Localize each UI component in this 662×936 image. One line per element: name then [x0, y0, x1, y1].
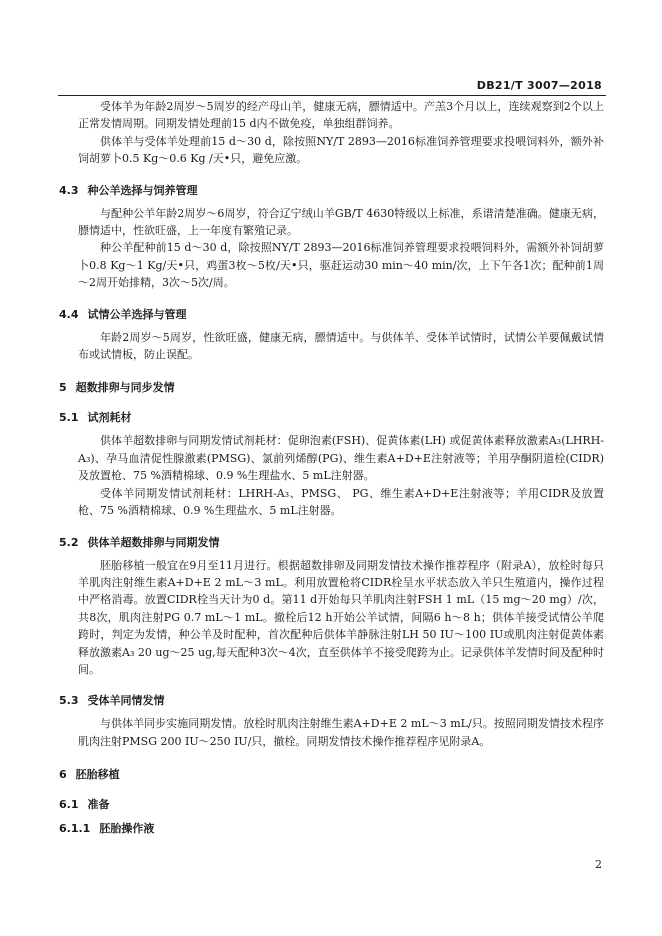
- section-title: 试剂耗材: [87, 411, 132, 425]
- section-title: 种公羊选择与饲养管理: [87, 183, 198, 197]
- header-rule: [58, 95, 606, 96]
- paragraph-recipient-selection: 受体羊为年龄2周岁～5周岁的经产母山羊，健康无病，膘情适中。产羔3个月以上，连续观察到2个以上正常发情周期。同期发情处理前15 d内不做免疫，单独组群饲养。: [78, 100, 604, 131]
- document-code: DB21/T 3007—2018: [476, 79, 602, 92]
- paragraph-donor-recipient-feeding: 供体羊与受体羊处理前15 d～30 d，除按照NY/T 2893—2016标准饲养管理要求投喂饲料外，额外补饲胡萝卜0.5 Kg～0.6 Kg /天•只，避免应激。: [78, 134, 604, 166]
- paragraph-superovulation-procedure: 胚胎移植一般宜在9月至11月进行。根据超数排卵及同期发情技术操作推荐程序（附录A），放栓时每只羊肌肉注射维生素A+D+E 2 mL～3 mL。利用放置枪将CIDR栓呈水平状态放入羊只生殖道内，操作过程中严格消毒。放置CIDR栓当天计为0 d。第11 d开始每只羊肌肉注射FSH 1 mL（15 mg～20 mg）/次，共8次，肌肉注射PG 0.7 mL～1 mL。撤栓后12 h开始公羊试情，间隔6 h～8 h；供体羊接受试情公羊爬跨时，判定为发情，种公羊及时配种，首次配种后供体羊静脉注射LH 50 IU～100 IU或肌肉注射促黄体素释放激素A₃ 20 ug～25 ug,每天配种3次～4次，直至供体羊不接受爬跨为止。记录供体羊发情时间及配种时间。: [78, 558, 604, 676]
- section-title: 超数排卵与同步发情: [75, 381, 175, 395]
- section-heading-6: [59, 766, 604, 782]
- paragraph-ram-feeding: 种公羊配种前15 d～30 d，除按照NY/T 2893—2016标准饲养管理要求投喂饲料外，需额外补饲胡萝卜0.8 Kg～1 Kg/天•只，鸡蛋3枚～5枚/天•只，驱赶运动30 min～40 min/次，上下午各1次；配种前1周～2周开始排精，3次～5次/周。: [78, 241, 604, 290]
- section-title: 供体羊超数排卵与同期发情: [87, 535, 220, 549]
- paragraph-ram-selection: 与配种公羊年龄2周岁～6周岁，符合辽宁绒山羊GB/T 4630特级以上标准，系谱清楚准确。健康无病，膘情适中，性欲旺盛，上一年度有繁殖记录。: [78, 206, 604, 238]
- section-number: 4.3: [59, 183, 79, 197]
- page-number: 2: [595, 858, 602, 871]
- section-number: 5.3: [59, 694, 79, 708]
- paragraph-donor-reagents: 供体羊超数排卵与同期发情试剂耗材：促卵泡素(FSH)、促黄体素(LH) 或促黄体素释放激素A₃(LHRH-A₃)、孕马血清促性腺激素(PMSG)、氯前列烯醇(PG)、维生素A+D+E注射液等；羊用孕酮阴道栓(CIDR)及放置枪、75 %酒精棉球、0.9 %生理盐水、5 mL注射器。: [78, 434, 604, 483]
- section-title: 准备: [87, 798, 110, 812]
- page-content: [59, 98, 604, 836]
- section-number: 6.1.1: [59, 822, 91, 836]
- section-heading-5-1: [59, 409, 604, 425]
- section-heading-4-3: [59, 182, 604, 198]
- section-number: 5: [59, 381, 67, 395]
- section-number: 5.1: [59, 411, 79, 425]
- section-title: 胚胎移植: [75, 768, 120, 782]
- section-heading-6-1: [59, 796, 604, 812]
- paragraph-recipient-reagents: 受体羊同期发情试剂耗材：LHRH-A₃、PMSG、 PG、维生素A+D+E注射液等；羊用CIDR及放置枪、75 %酒精棉球、0.9 %生理盐水、5 mL注射器。: [78, 486, 604, 518]
- section-number: 6: [59, 768, 67, 782]
- section-heading-5-3: [59, 692, 604, 708]
- section-title: 试情公羊选择与管理: [87, 307, 187, 321]
- section-heading-6-1-1: [59, 820, 604, 836]
- section-number: 4.4: [59, 307, 79, 321]
- section-title: 胚胎操作液: [99, 822, 155, 836]
- paragraph-recipient-synchronization: 与供体羊同步实施同期发情。放栓时肌肉注射维生素A+D+E 2 mL～3 mL/只。按照同期发情技术程序肌肉注射PMSG 200 IU～250 IU/只，撤栓。同期发情技术操作推荐程序见附录A。: [78, 717, 604, 748]
- section-number: 6.1: [59, 798, 79, 812]
- section-heading-5-2: [59, 534, 604, 550]
- section-heading-4-4: [59, 306, 604, 322]
- section-number: 5.2: [59, 535, 79, 549]
- section-title: 受体羊同情发情: [87, 694, 165, 708]
- section-heading-5: [59, 379, 604, 395]
- paragraph-teaser-ram: 年龄2周岁～5周岁，性欲旺盛，健康无病，膘情适中。与供体羊、受体羊试情时，试情公羊要佩戴试情布或试情板，防止误配。: [78, 330, 604, 362]
